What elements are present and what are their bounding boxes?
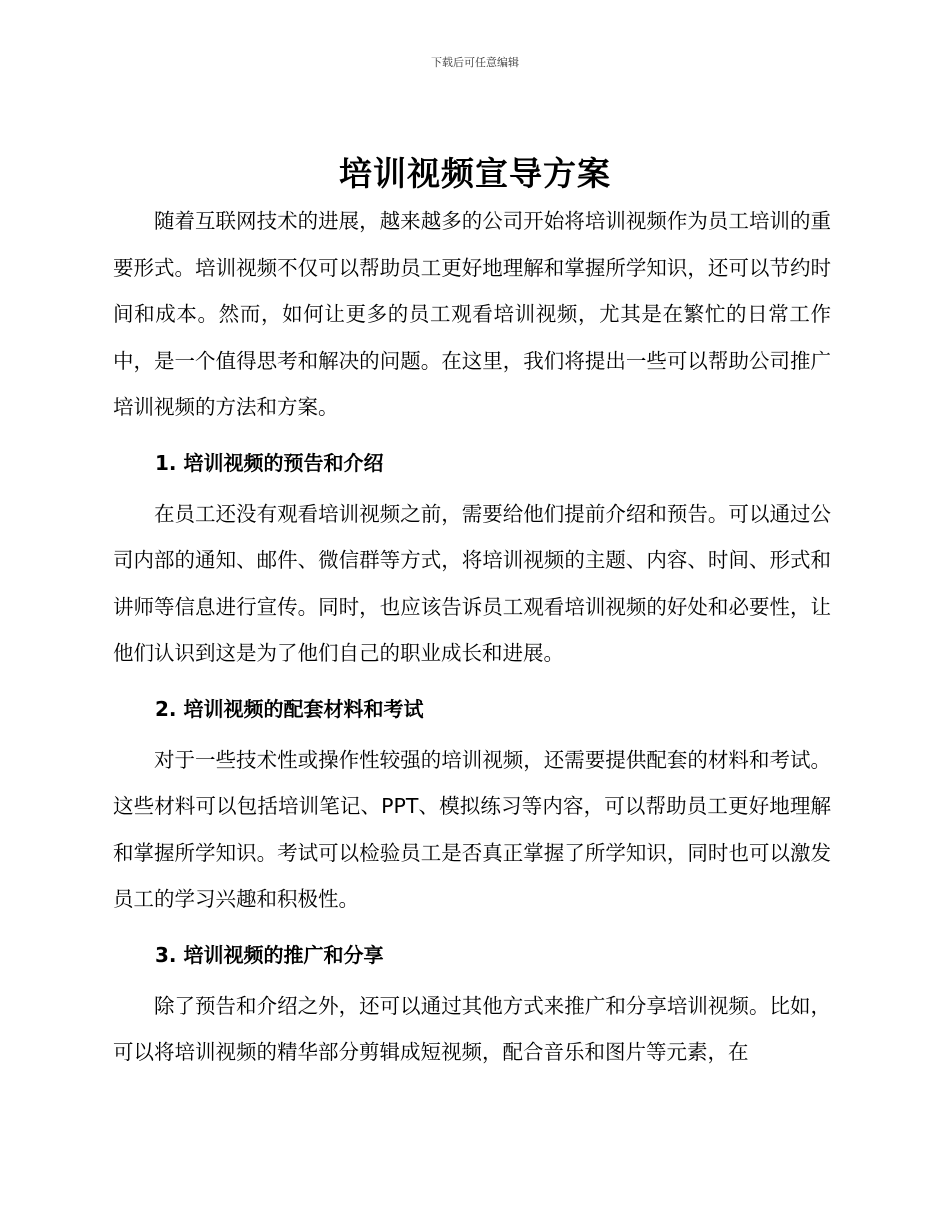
intro-paragraph: 随着互联网技术的进展，越来越多的公司开始将培训视频作为员工培训的重要形式。培训视频不仅可以帮助员工更好地理解和掌握所学知识，还可以节约时间和成本。然而，如何让更多的员工观看培训视频，尤其是在繁忙的日常工作中，是一个值得思考和解决的问题。在这里，我们将提出一些可以帮助公司推广培训视频的方法和方案。	[113, 209, 831, 419]
section-body-2: 对于一些技术性或操作性较强的培训视频，还需要提供配套的材料和考试。这些材料可以包括培训笔记、PPT、模拟练习等内容，可以帮助员工更好地理解和掌握所学知识。考试可以检验员工是否真正掌握了所学知识，同时也可以激发员工的学习兴趣和积极性。	[113, 747, 831, 911]
section-heading-2: 2. 培训视频的配套材料和考试	[155, 696, 424, 721]
document-body	[113, 198, 831, 1076]
section-body-1: 在员工还没有观看培训视频之前，需要给他们提前介绍和预告。可以通过公司内部的通知、邮件、微信群等方式，将培训视频的主题、内容、时间、形式和讲师等信息进行宣传。同时，也应该告诉员工观看培训视频的好处和必要性，让他们认识到这是为了他们自己的职业成长和进展。	[113, 501, 831, 665]
section-body-3: 除了预告和介绍之外，还可以通过其他方式来推广和分享培训视频。比如，可以将培训视频的精华部分剪辑成短视频，配合音乐和图片等元素，在	[113, 993, 831, 1064]
section-heading-3: 3. 培训视频的推广和分享	[155, 942, 384, 967]
page-header-note: 下载后可任意编辑	[431, 56, 519, 69]
section-heading-1: 1. 培训视频的预告和介绍	[155, 450, 384, 475]
document-title: 培训视频宣导方案	[339, 154, 611, 193]
